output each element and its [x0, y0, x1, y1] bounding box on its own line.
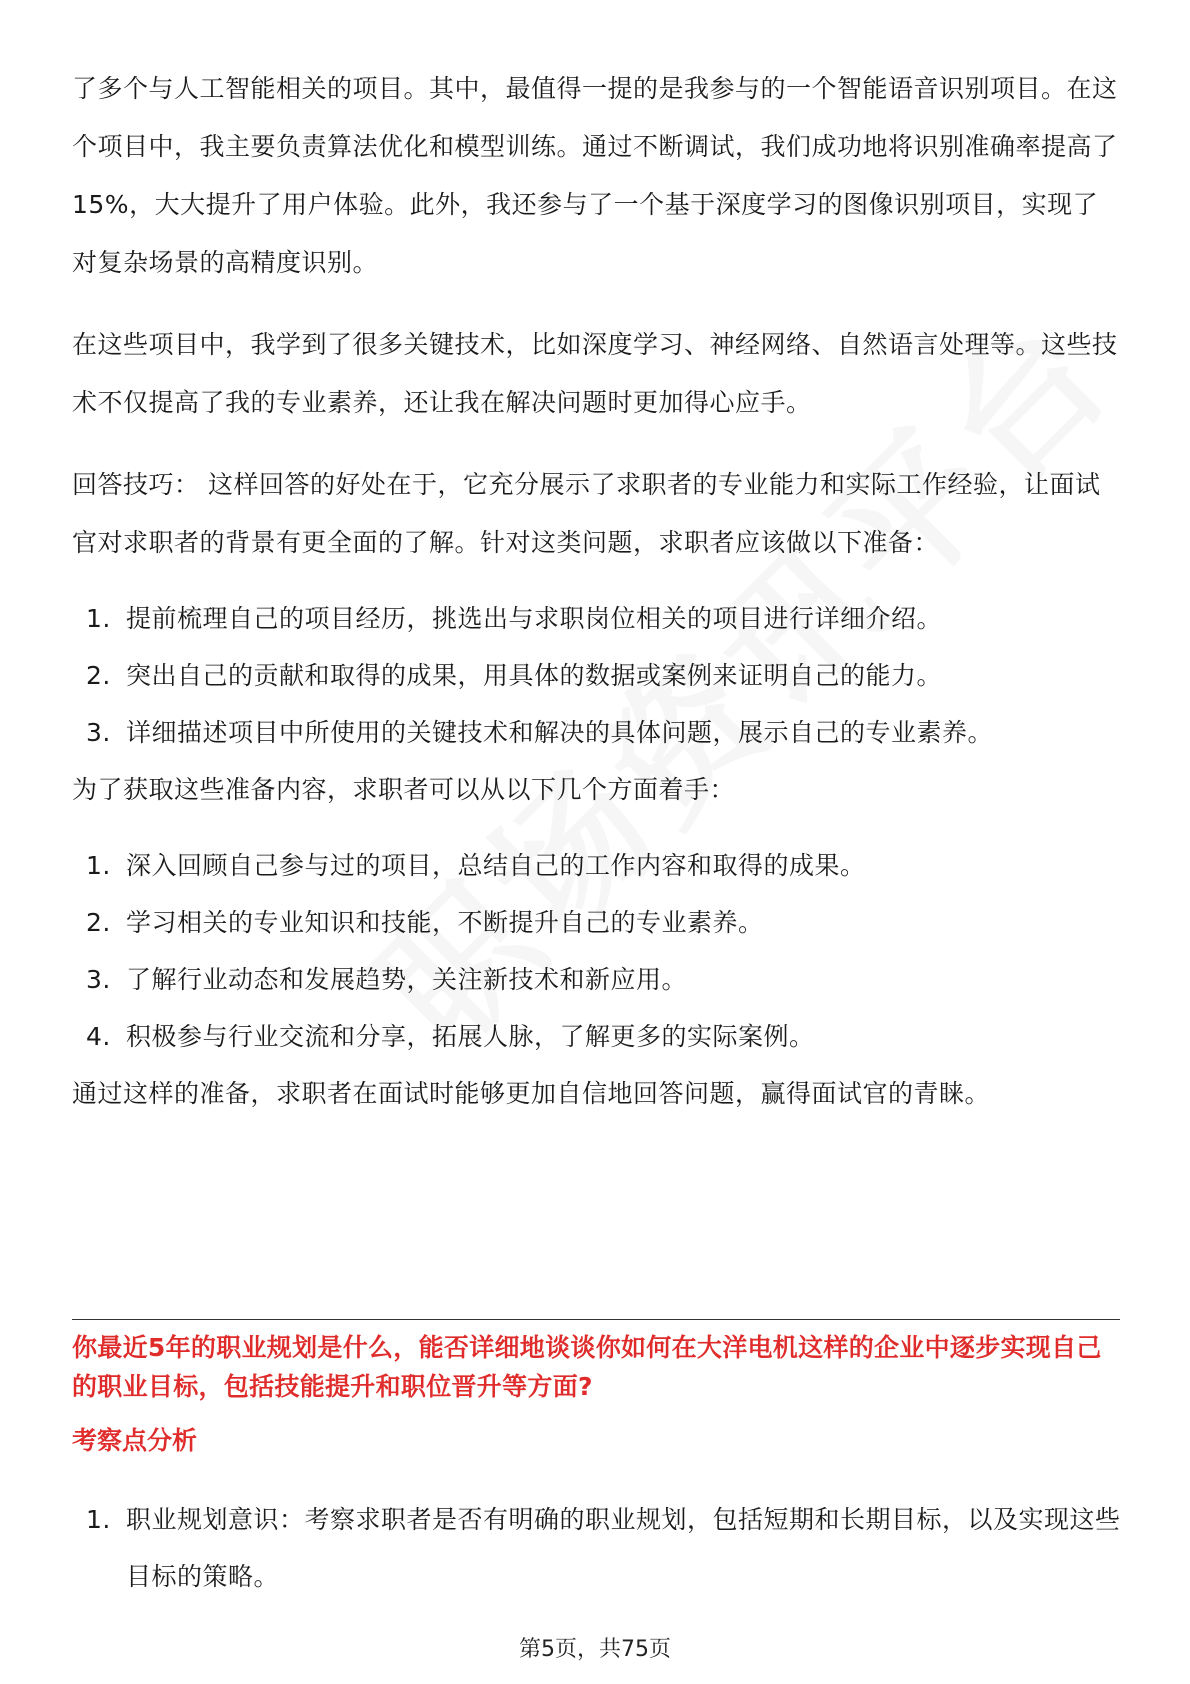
section-divider [72, 1319, 1120, 1320]
list-text: 突出自己的贡献和取得的成果，用具体的数据或案例来证明自己的能力。 [126, 661, 943, 690]
list-text: 职业规划意识：考察求职者是否有明确的职业规划，包括短期和长期目标，以及实现这些目标的策略。 [126, 1505, 1121, 1591]
analysis-list [72, 1491, 1122, 1605]
paragraph: 了多个与人工智能相关的项目。其中，最值得一提的是我参与的一个智能语音识别项目。在这个项目中，我主要负责算法优化和模型训练。通过不断调试，我们成功地将识别准确率提高了15%，大大提升了用户体验。此外，我还参与了一个基于深度学习的图像识别项目，实现了对复杂场景的高精度识别。 [72, 74, 1118, 277]
approach-list [72, 837, 1122, 1065]
list-number: 2. [86, 908, 111, 937]
list-item [72, 590, 1122, 647]
list-item [72, 1008, 1122, 1065]
list-item [72, 704, 1122, 761]
list-number: 1. [86, 604, 111, 633]
document-body [72, 60, 1122, 1123]
list-text: 了解行业动态和发展趋势，关注新技术和新应用。 [126, 965, 688, 994]
list-number: 4. [86, 1022, 111, 1051]
list-text: 学习相关的专业知识和技能，不断提升自己的专业素养。 [126, 908, 764, 937]
interview-question: 你最近5年的职业规划是什么，能否详细地谈谈你如何在大洋电机这样的企业中逐步实现自己的职业目标，包括技能提升和职位晋升等方面? [72, 1333, 1102, 1401]
list-text: 积极参与行业交流和分享，拓展人脉，了解更多的实际案例。 [126, 1022, 815, 1051]
list-number: 2. [86, 661, 111, 690]
list-item [72, 951, 1122, 1008]
list-item [72, 837, 1122, 894]
list-text: 详细描述项目中所使用的关键技术和解决的具体问题，展示自己的专业素养。 [126, 718, 994, 747]
section-subheading: 考察点分析 [72, 1426, 198, 1455]
list-number: 3. [86, 965, 111, 994]
list-number: 1. [86, 1505, 111, 1534]
list-item [72, 1491, 1122, 1605]
paragraph: 在这些项目中，我学到了很多关键技术，比如深度学习、神经网络、自然语言处理等。这些技术不仅提高了我的专业素养，还让我在解决问题时更加得心应手。 [72, 330, 1118, 417]
list-item [72, 894, 1122, 951]
page-number: 第5页，共75页 [519, 1637, 671, 1662]
list-item [72, 647, 1122, 704]
paragraph: 为了获取这些准备内容，求职者可以从以下几个方面着手： [72, 775, 736, 804]
preparation-list [72, 590, 1122, 761]
list-number: 1. [86, 851, 111, 880]
paragraph: 通过这样的准备，求职者在面试时能够更加自信地回答问题，赢得面试官的青睐。 [72, 1079, 991, 1108]
list-text: 深入回顾自己参与过的项目，总结自己的工作内容和取得的成果。 [126, 851, 866, 880]
answer-tips-paragraph: 回答技巧： 这样回答的好处在于，它充分展示了求职者的专业能力和实际工作经验，让面试官对求职者的背景有更全面的了解。针对这类问题，求职者应该做以下准备： [72, 470, 1101, 557]
list-number: 3. [86, 718, 111, 747]
list-text: 提前梳理自己的项目经历，挑选出与求职岗位相关的项目进行详细介绍。 [126, 604, 943, 633]
